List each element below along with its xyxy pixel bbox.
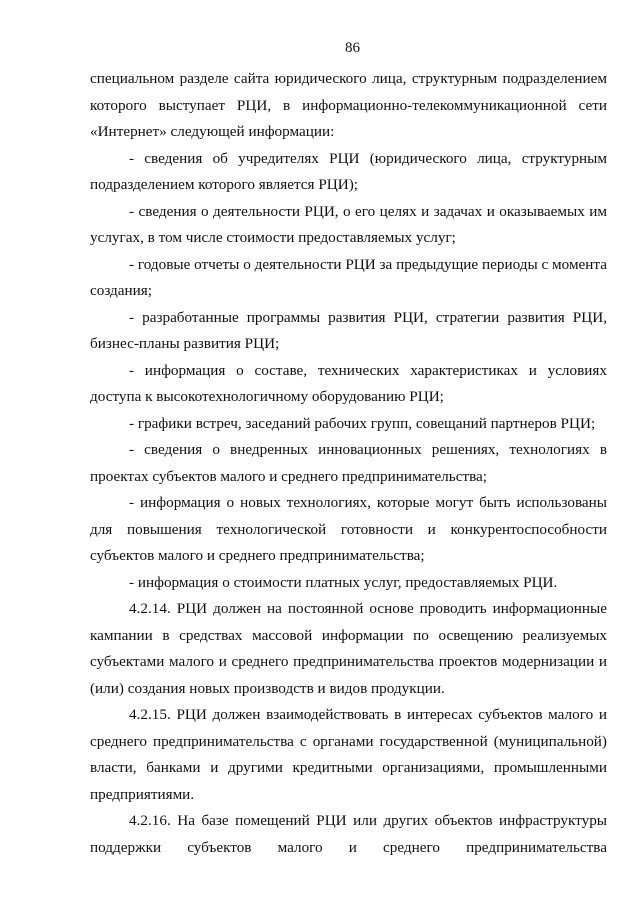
list-item-innovations: - сведения о внедренных инновационных решениях, технологиях в проектах субъектов малого и среднего предпринимательства; [90, 441, 607, 485]
paragraph-intro: специальном разделе сайта юридического лица, структурным подразделением которого выступает РЦИ, в информационно-телекоммуникационной сети «Интернет» следующей информации: [90, 70, 607, 140]
list-item-equipment: - информация о составе, технических характеристиках и условиях доступа к высокотехнологичному оборудованию РЦИ; [90, 361, 607, 405]
list-item-annual-reports: - годовые отчеты о деятельности РЦИ за предыдущие периоды с момента создания; [90, 255, 607, 299]
list-item-paid-services: - информация о стоимости платных услуг, предоставляемых РЦИ. [129, 573, 558, 591]
clause-4-2-14: 4.2.14. РЦИ должен на постоянной основе проводить информационные кампании в средствах массовой информации по освещению реализуемых субъектами малого и среднего предпринимательства проектов модернизации и (или) создания новых производств и видов продукции. [90, 600, 607, 697]
list-item-development-programs: - разработанные программы развития РЦИ, стратегии развития РЦИ, бизнес-планы развития РЦИ; [90, 308, 607, 352]
clause-4-2-15: 4.2.15. РЦИ должен взаимодействовать в интересах субъектов малого и среднего предпринимательства с органами государственной (муниципальной) власти, банками и другими кредитными организациями, промышленными предприятиями. [90, 706, 607, 803]
list-item-schedules: - графики встреч, заседаний рабочих групп, совещаний партнеров РЦИ; [129, 414, 596, 432]
list-item-new-technologies: - информация о новых технологиях, которые могут быть использованы для повышения технологической готовности и конкурентоспособности субъектов малого и среднего предпринимательства; [90, 494, 607, 564]
list-item-founders: - сведения об учредителях РЦИ (юридического лица, структурным подразделением которого является РЦИ); [90, 149, 607, 193]
clause-4-2-16: 4.2.16. На базе помещений РЦИ или других объектов инфраструктуры поддержки субъектов малого и среднего предпринимательства [90, 812, 607, 856]
page-number: 86 [345, 40, 360, 56]
list-item-activities: - сведения о деятельности РЦИ, о его целях и задачах и оказываемых им услугах, в том числе стоимости предоставляемых услуг; [90, 202, 607, 246]
